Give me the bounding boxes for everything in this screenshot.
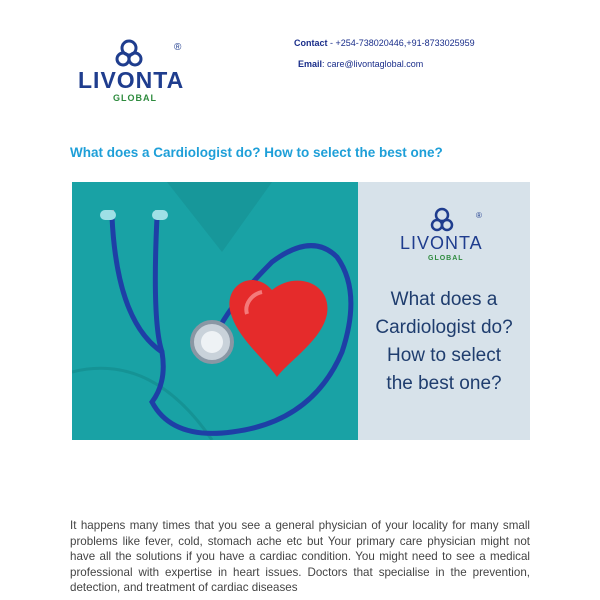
livonta-logo (76, 36, 206, 106)
banner-text-panel (358, 182, 530, 440)
banner-title (358, 286, 530, 398)
banner-title-line: the best one? (386, 373, 502, 394)
email-address[interactable]: : care@livontaglobal.com (322, 59, 424, 69)
logo-subtitle: GLOBAL (113, 93, 157, 103)
livonta-logo-mark (76, 36, 206, 106)
banner-title-line: What does a (390, 289, 498, 310)
banner-title-line: How to select (386, 345, 502, 366)
svg-text:®: ® (174, 42, 182, 53)
contact-label: Contact (294, 38, 328, 48)
stethoscope-illustration (72, 182, 358, 440)
article-body: It happens many times that you see a general physician of your locality for many small problems like fever, cold, stomach ache etc but Your primary care physician might not have all the solutions if you have a cardiac condition. You might need to see a medical professional with expertise in heart issues. Doctors that specialise in the prevention, detection, and treatment of cardiac diseases (70, 519, 530, 594)
logo-wordmark: LIVONTA (78, 67, 185, 93)
banner-logo-subtitle: GLOBAL (428, 255, 464, 262)
banner-logo (398, 206, 502, 264)
article-banner (72, 182, 530, 440)
svg-text:®: ® (476, 211, 482, 220)
banner-title-line: Cardiologist do? (375, 317, 513, 338)
stethoscope-photo (72, 182, 358, 440)
contact-line (294, 38, 475, 48)
contact-phones: - +254-738020446,+91-8733025959 (327, 38, 475, 48)
email-label: Email (298, 59, 323, 69)
email-line (298, 59, 423, 69)
article-title: What does a Cardiologist do? How to select the best one? (70, 145, 443, 160)
banner-logo-wordmark: LIVONTA (400, 233, 483, 253)
